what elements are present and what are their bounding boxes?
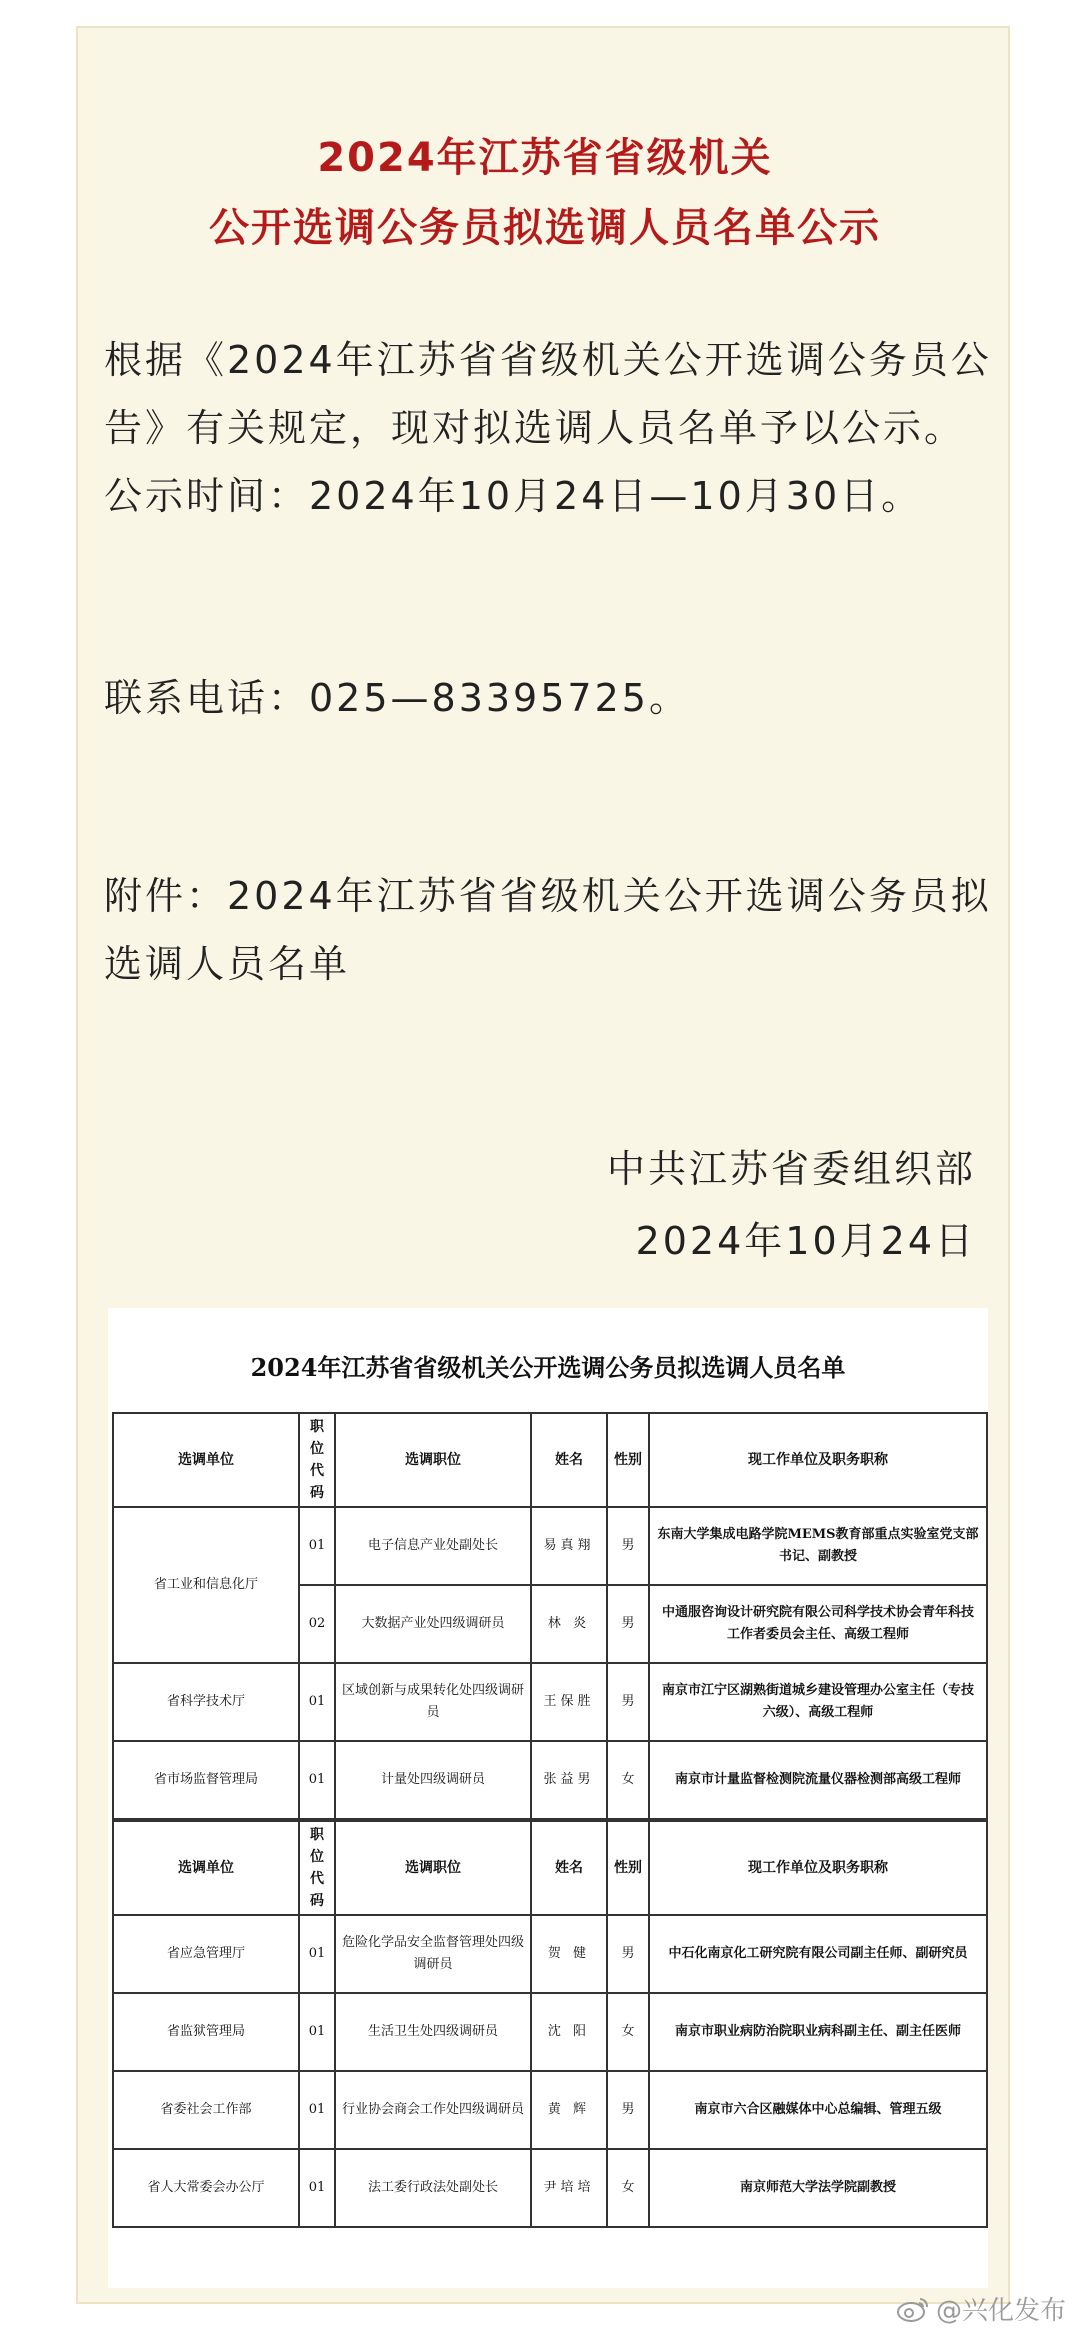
cell-gender: 男 [607,1507,649,1585]
cell-unit: 省监狱管理局 [113,1993,299,2071]
cell-name: 沈 阳 [531,1993,607,2071]
attachment-paragraph: 附件：2024年江苏省省级机关公开选调公务员拟选调人员名单 [104,874,992,986]
table-row [113,2149,987,2227]
cell-unit: 省委社会工作部 [113,2071,299,2149]
cell-current: 南京市江宁区湖熟街道城乡建设管理办公室主任（专技六级）、高级工程师 [649,1663,987,1741]
cell-current: 南京市计量监督检测院流量仪器检测部高级工程师 [649,1741,987,1819]
cell-current: 中通服咨询设计研究院有限公司科学技术协会青年科技工作者委员会主任、高级工程师 [649,1585,987,1663]
cell-position: 电子信息产业处副处长 [335,1507,531,1585]
header-unit: 选调单位 [113,1413,299,1507]
cell-position: 危险化学品安全监督管理处四级调研员 [335,1915,531,1993]
cell-unit: 省工业和信息化厅 [113,1507,299,1663]
header-name: 姓名 [531,1821,607,1915]
cell-gender: 女 [607,2149,649,2227]
cell-name: 张益男 [531,1741,607,1819]
weibo-icon [896,2295,930,2323]
signature-org: 中共江苏省委组织部 [606,1147,976,1191]
cell-position: 大数据产业处四级调研员 [335,1585,531,1663]
cell-name: 黄 辉 [531,2071,607,2149]
roster-table-1 [112,1412,988,1820]
cell-gender: 男 [607,1585,649,1663]
table-row [113,2071,987,2149]
cell-code: 01 [299,1741,335,1819]
cell-unit: 省人大常委会办公厅 [113,2149,299,2227]
table-header-row [113,1413,987,1507]
roster-sheet [108,1308,988,2288]
cell-gender: 男 [607,2071,649,2149]
watermark [896,2290,1066,2327]
header-current: 现工作单位及职务职称 [649,1821,987,1915]
header-code: 职位代码 [299,1821,335,1915]
cell-name: 王保胜 [531,1663,607,1741]
header-position: 选调职位 [335,1413,531,1507]
cell-position: 生活卫生处四级调研员 [335,1993,531,2071]
cell-code: 01 [299,1915,335,1993]
header-code: 职位代码 [299,1413,335,1507]
page-title-line1: 2024年江苏省省级机关 [317,135,773,181]
cell-position: 行业协会商会工作处四级调研员 [335,2071,531,2149]
notice-card [76,26,1010,2304]
cell-gender: 男 [607,1915,649,1993]
header-name: 姓名 [531,1413,607,1507]
cell-unit: 省科学技术厅 [113,1663,299,1741]
cell-position: 区域创新与成果转化处四级调研员 [335,1663,531,1741]
cell-unit: 省市场监督管理局 [113,1741,299,1819]
table-header-row [113,1821,987,1915]
cell-current: 中石化南京化工研究院有限公司副主任师、副研究员 [649,1915,987,1993]
page-title-line2: 公开选调公务员拟选调人员名单公示 [209,205,881,251]
cell-position: 法工委行政法处副处长 [335,2149,531,2227]
watermark-text: @兴化发布 [935,2296,1066,2326]
cell-code: 01 [299,2071,335,2149]
cell-current: 南京师范大学法学院副教授 [649,2149,987,2227]
table-row [113,1507,987,1585]
cell-gender: 女 [607,1993,649,2071]
header-gender: 性别 [607,1413,649,1507]
header-current: 现工作单位及职务职称 [649,1413,987,1507]
contact-paragraph: 联系电话：025—83395725。 [104,676,690,720]
roster-table-2 [112,1820,988,2228]
header-position: 选调职位 [335,1821,531,1915]
cell-code: 02 [299,1585,335,1663]
cell-code: 01 [299,2149,335,2227]
cell-code: 01 [299,1993,335,2071]
header-gender: 性别 [607,1821,649,1915]
signature-date: 2024年10月24日 [635,1219,976,1263]
cell-current: 东南大学集成电路学院MEMS教育部重点实验室党支部书记、副教授 [649,1507,987,1585]
cell-code: 01 [299,1507,335,1585]
cell-gender: 男 [607,1663,649,1741]
cell-name: 尹培培 [531,2149,607,2227]
table-row [113,1741,987,1819]
cell-unit: 省应急管理厅 [113,1915,299,1993]
cell-code: 01 [299,1663,335,1741]
header-unit: 选调单位 [113,1821,299,1915]
cell-position: 计量处四级调研员 [335,1741,531,1819]
cell-name: 林 炎 [531,1585,607,1663]
cell-name: 易真翔 [531,1507,607,1585]
cell-name: 贺 健 [531,1915,607,1993]
table-row [113,1663,987,1741]
cell-current: 南京市职业病防治院职业病科副主任、副主任医师 [649,1993,987,2071]
notice-paragraph: 根据《2024年江苏省省级机关公开选调公务员公告》有关规定，现对拟选调人员名单予以公示。公示时间：2024年10月24日—10月30日。 [104,338,992,518]
cell-gender: 女 [607,1741,649,1819]
table-row [113,1993,987,2071]
roster-title: 2024年江苏省省级机关公开选调公务员拟选调人员名单 [250,1353,846,1382]
cell-current: 南京市六合区融媒体中心总编辑、管理五级 [649,2071,987,2149]
table-row [113,1915,987,1993]
